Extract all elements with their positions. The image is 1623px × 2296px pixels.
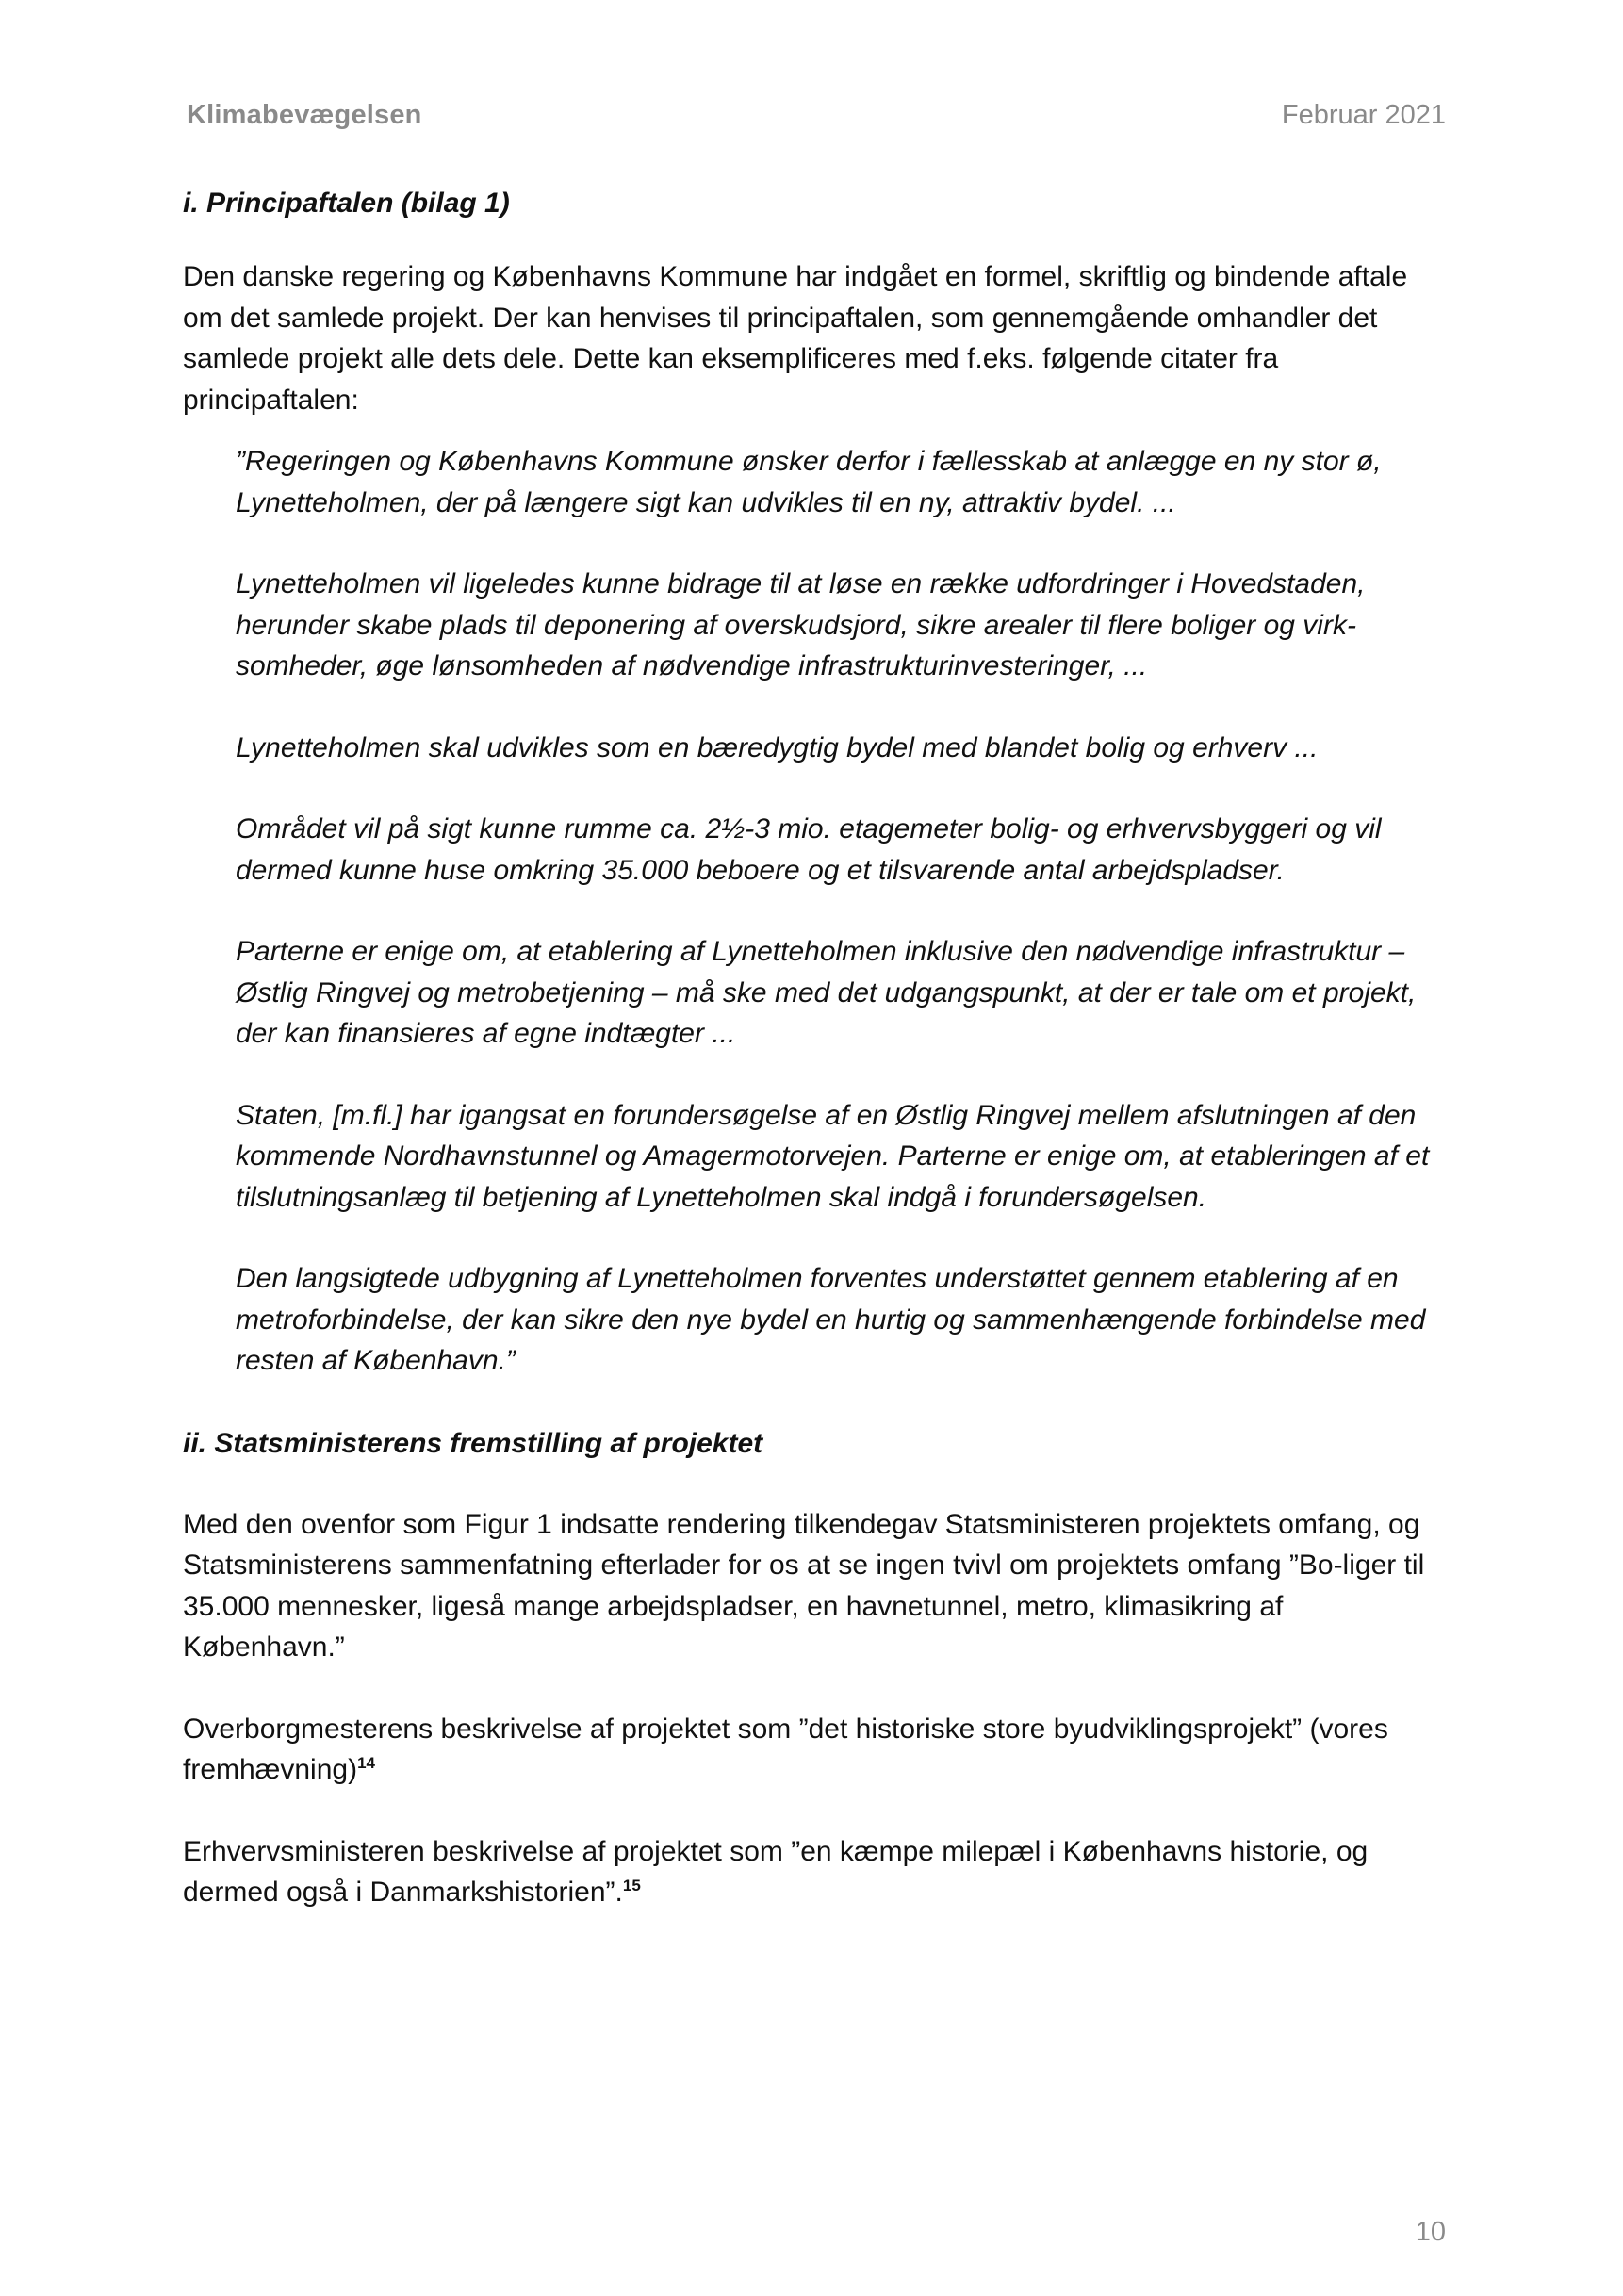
quote-paragraph: Den langsigtede udbygning af Lynetteholmen forventes understøttet gennem etablering af en metroforbindelse, der kan sikre den nye bydel en hurtig og sammenhængende forbindelse med resten af København.” xyxy=(236,1263,1426,1376)
quote-paragraph: Området vil på sigt kunne rumme ca. 2½-3 mio. etagemeter bolig- og erhvervsbyggeri og vil dermed kunne huse omkring 35.000 beboere og et tilsvarende antal arbejdspladser. xyxy=(236,813,1382,886)
paragraph-text: Overborgmesterens beskrivelse af projektet som ”det historiske store byudviklingsprojekt” (vores fremhævning) xyxy=(183,1713,1388,1785)
section2-paragraph-erhvervsminister xyxy=(183,1831,1446,1913)
header-organization: Klimabevægelsen xyxy=(187,100,422,130)
section2-paragraph-statsminister: Med den ovenfor som Figur 1 indsatte rendering tilkendegav Statsministeren projektets omfang, og Statsministerens sammenfatning efterlader for os at se ingen tvivl om projektets omfang ”Bo-liger til 35.000 mennesker, ligeså mange arbejdspladser, en havnetunnel, metro, klimasikring af København.” xyxy=(183,1508,1425,1663)
quote-paragraph: Staten, [m.fl.] har igangsat en forundersøgelse af en Østlig Ringvej mellem afslutningen af den kommende Nordhavnstunnel og Amagermotorvejen. Parterne er enige om, at etableringen af et tilslutningsanlæg til betjening af Lynetteholmen skal indgå i forundersøgelsen. xyxy=(236,1099,1430,1213)
quote-paragraph: Lynetteholmen vil ligeledes kunne bidrage til at løse en række udfordringer i Hovedstaden, herunder skabe plads til deponering af overskudsjord, sikre arealer til flere boliger og virk-somheder, øge lønsomheden af nødvendige infrastrukturinvesteringer, ... xyxy=(236,568,1366,681)
quote-block xyxy=(236,441,1446,1382)
section2-paragraph-overborgmester xyxy=(183,1709,1446,1791)
section-heading-principaftalen: i. Principaftalen (bilag 1) xyxy=(183,188,510,219)
footnote-marker[interactable]: 15 xyxy=(622,1877,641,1894)
section1-intro-paragraph: Den danske regering og Københavns Kommune har indgået en formel, skriftlig og bindende aftale om det samlede projekt. Der kan henvises til principaftalen, som gennemgående omhandler det samlede projekt alle dets dele. Dette kan eksemplificeres med f.eks. følgende citater fra principaftalen: xyxy=(183,261,1408,416)
page-number: 10 xyxy=(1415,2217,1446,2247)
quote-paragraph: Lynetteholmen skal udvikles som en bæredygtig bydel med blandet bolig og erhverv ... xyxy=(236,731,1319,763)
quote-paragraph: ”Regeringen og Københavns Kommune ønsker derfor i fællesskab at anlægge en ny stor ø, Lynetteholmen, der på længere sigt kan udvikles til en ny, attraktiv bydel. ... xyxy=(236,446,1382,518)
header-date: Februar 2021 xyxy=(1281,100,1446,130)
section-heading-statsministeren: ii. Statsministerens fremstilling af projektet xyxy=(183,1427,763,1459)
quote-paragraph: Parterne er enige om, at etablering af Lynetteholmen inklusive den nødvendige infrastruktur – Østlig Ringvej og metrobetjening – må ske med det udgangspunkt, at der er tale om et projekt, der kan finansieres af egne indtægter ... xyxy=(236,936,1417,1049)
page-content xyxy=(183,185,1446,1913)
paragraph-text: Erhvervsministeren beskrivelse af projektet som ”en kæmpe milepæl i Københavns historie, og dermed også i Danmarkshistorien”. xyxy=(183,1835,1369,1908)
footnote-marker[interactable]: 14 xyxy=(357,1754,375,1772)
